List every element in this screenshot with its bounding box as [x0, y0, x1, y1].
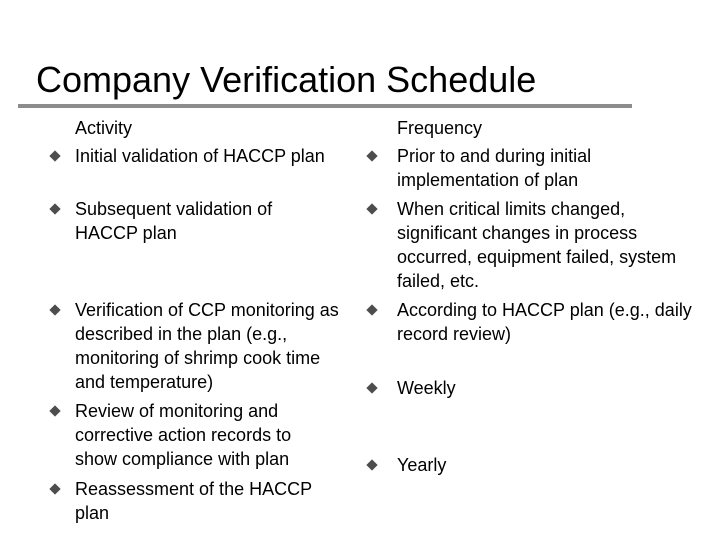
title-divider: [18, 104, 632, 108]
page-title: Company Verification Schedule: [36, 59, 537, 100]
frequency-text: Yearly: [397, 455, 447, 475]
frequency-text: According to HACCP plan (e.g., daily record review): [397, 300, 692, 344]
activity-text: Initial validation of HACCP plan: [75, 146, 325, 166]
diamond-bullet-icon: [49, 483, 60, 494]
activity-text: Subsequent validation of HACCP plan: [75, 199, 273, 243]
activity-column-header: Activity: [75, 118, 133, 138]
activity-text: Review of monitoring and corrective action records to show compliance with plan: [75, 401, 292, 469]
diamond-bullet-icon: [366, 459, 377, 470]
diamond-bullet-icon: [49, 150, 60, 161]
frequency-text: When critical limits changed, significant changes in process occurred, equipment failed, system failed, etc.: [397, 199, 677, 291]
frequency-text: Weekly: [397, 378, 456, 398]
diamond-bullet-icon: [49, 405, 60, 416]
diamond-bullet-icon: [366, 203, 377, 214]
diamond-bullet-icon: [49, 203, 60, 214]
frequency-text: Prior to and during initial implementation of plan: [397, 146, 592, 190]
diamond-bullet-icon: [366, 382, 377, 393]
activity-text: Verification of CCP monitoring as described in the plan (e.g., monitoring of shrimp cook time and temperature): [75, 300, 339, 392]
diamond-bullet-icon: [366, 304, 377, 315]
diamond-bullet-icon: [49, 304, 60, 315]
activity-text: Reassessment of the HACCP plan: [75, 479, 312, 523]
frequency-column-header: Frequency: [397, 118, 483, 138]
